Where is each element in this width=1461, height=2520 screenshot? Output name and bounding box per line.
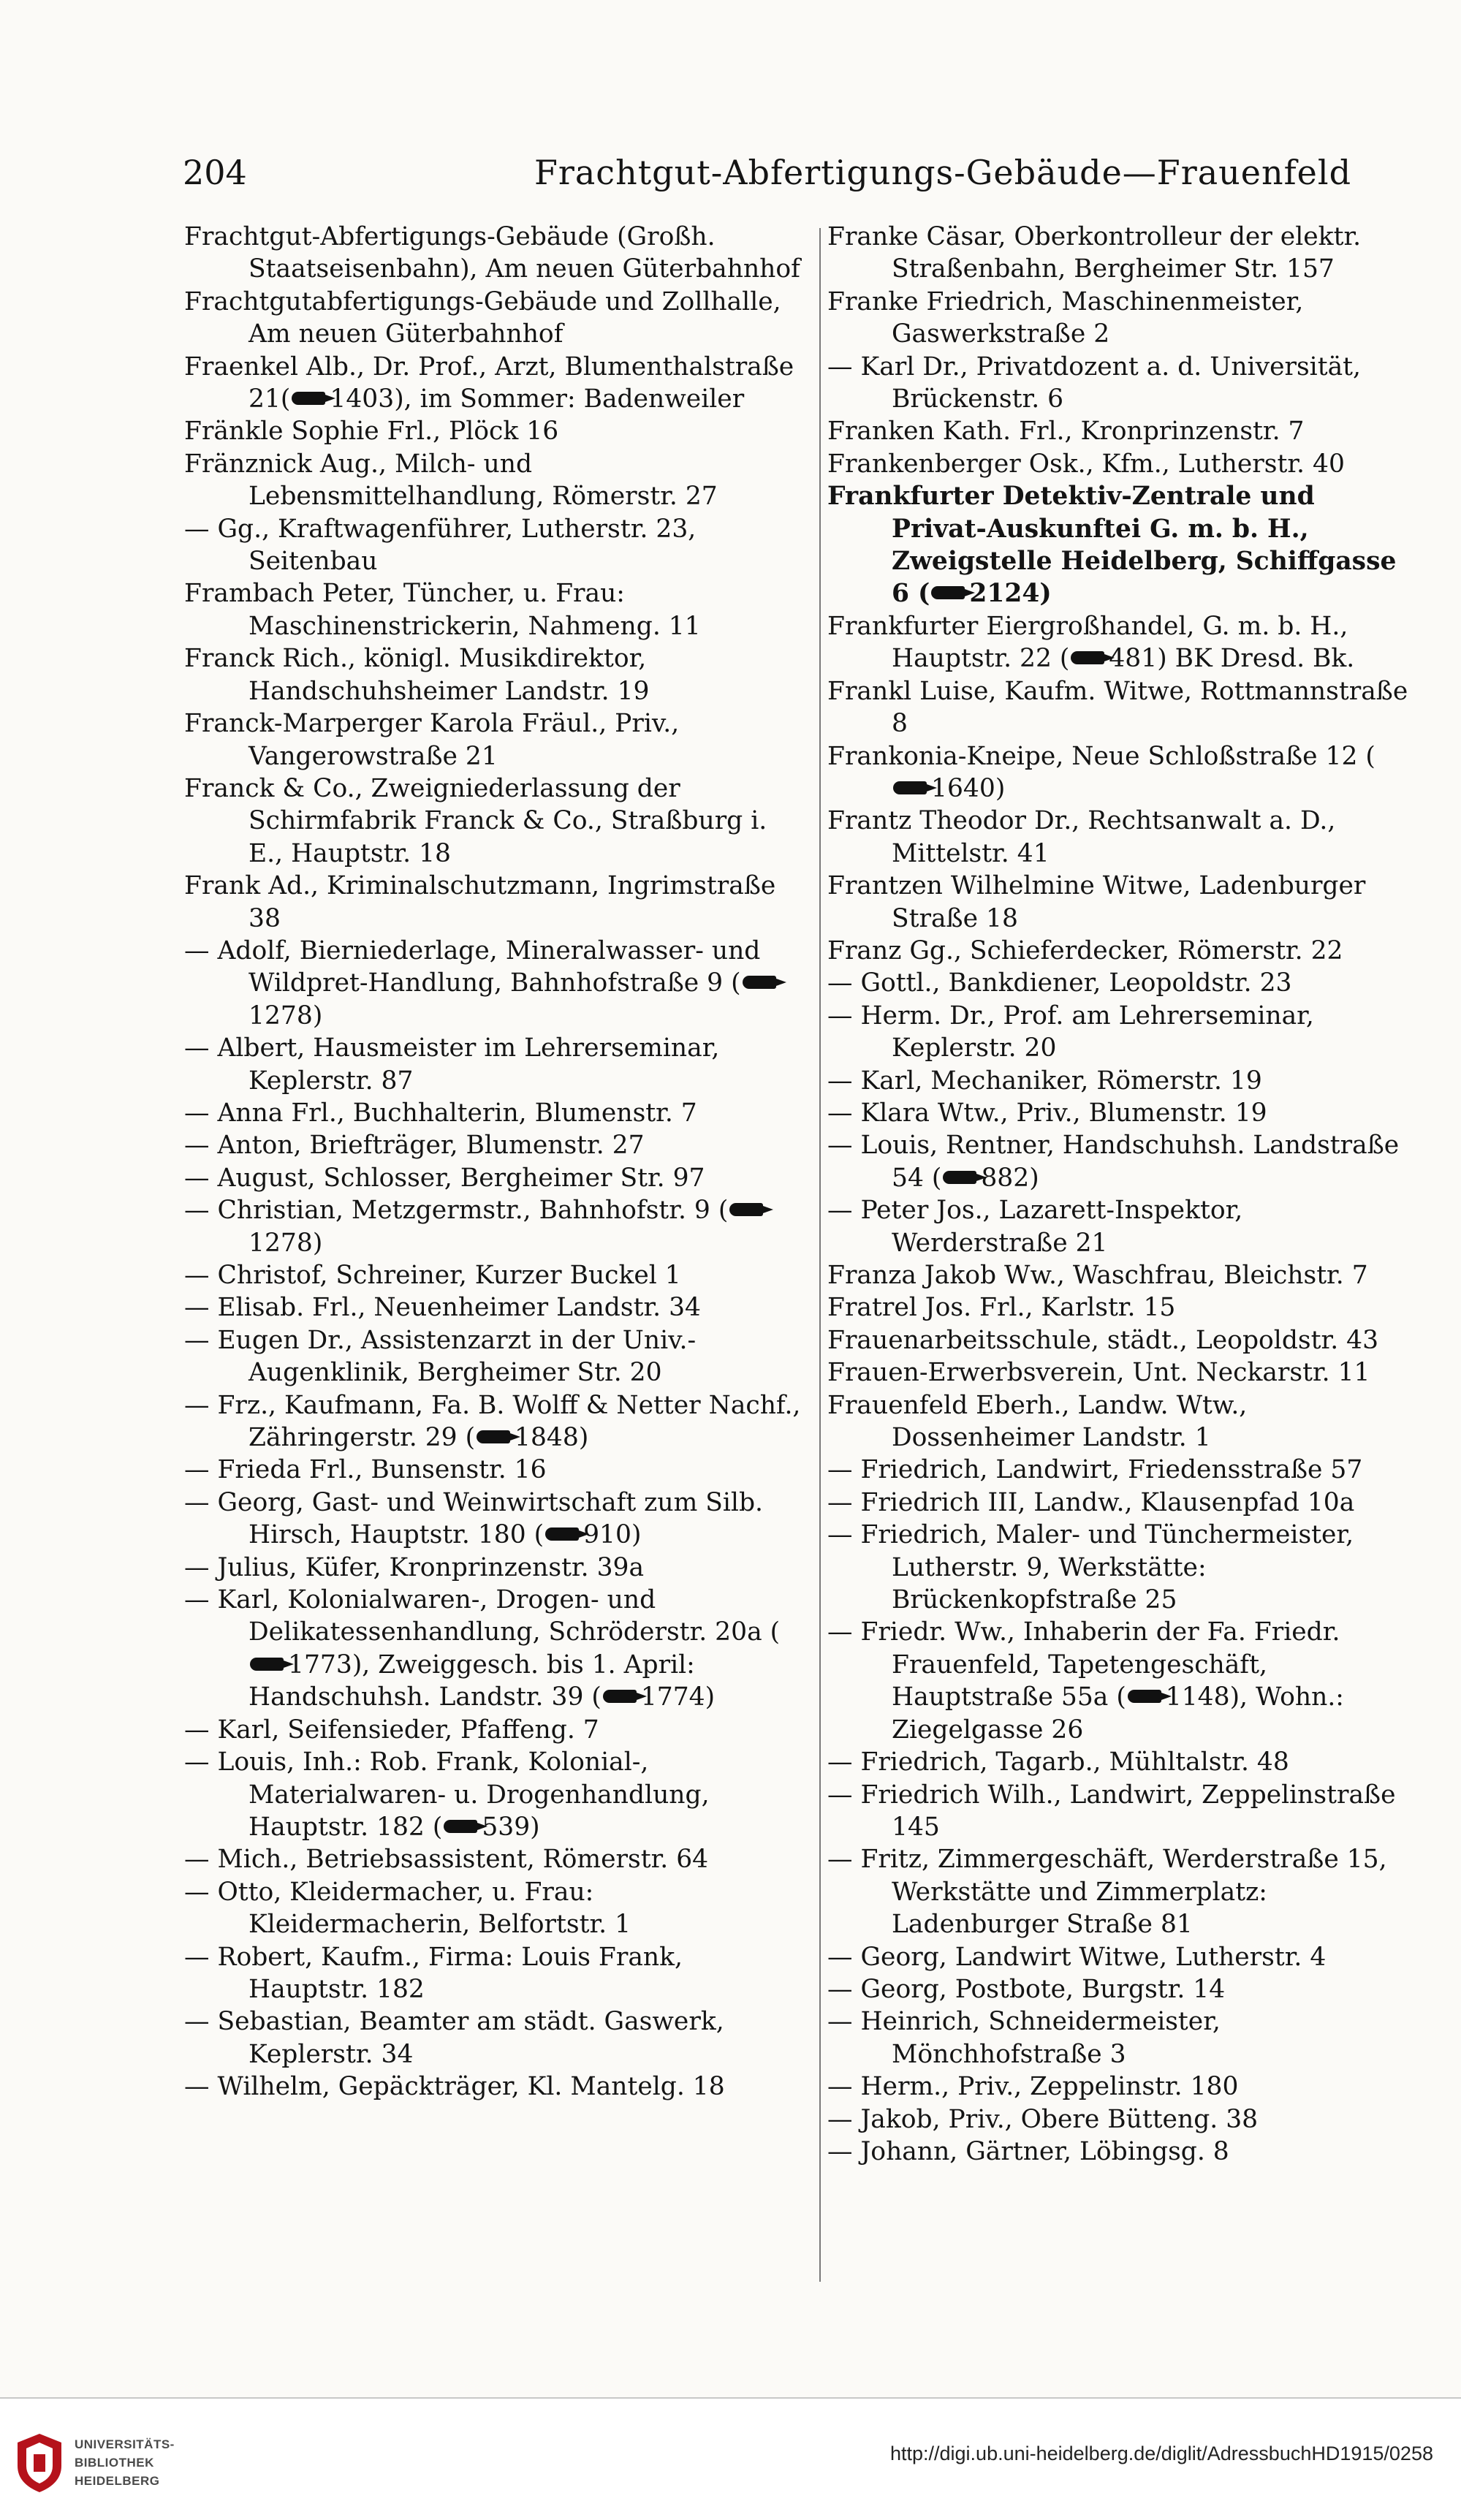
source-url-link[interactable]: http://digi.ub.uni-heidelberg.de/diglit/AdressbuchHD1915/0258	[889, 2443, 1433, 2464]
entry-text: — Wilhelm, Gepäckträger, Kl. Mantelg. 18	[184, 2072, 725, 2102]
entry-text: )	[631, 1520, 642, 1550]
directory-entry	[184, 1162, 809, 1194]
entry-text: — Adolf, Bierniederlage, Mineralwasser- und Wildpret-Handlung, Bahnhofstraße 9 (	[184, 935, 761, 998]
logo-line: UNIVERSITÄTS-	[75, 2437, 175, 2451]
entry-text: — Robert, Kaufm., Firma: Louis Frank, Hauptstr. 182	[184, 1942, 683, 2004]
entry-text: — Anna Frl., Buchhalterin, Blumenstr. 7	[184, 1098, 697, 1128]
entry-text: Frantz Theodor Dr., Rechtsanwalt a. D., Mittelstr. 41	[827, 806, 1336, 868]
telephone-icon	[292, 392, 325, 405]
directory-entry	[827, 1973, 1412, 2005]
directory-entry	[184, 1259, 809, 1291]
page-number: 204	[183, 153, 247, 192]
column-divider	[819, 228, 821, 2282]
entry-text: Franke Friedrich, Maschinenmeister, Gaswerkstraße 2	[827, 286, 1304, 349]
directory-entry	[184, 1714, 809, 1746]
entry-text: Franken Kath. Frl., Kronprinzenstr. 7	[827, 417, 1305, 447]
left-column	[184, 221, 809, 2103]
directory-entry	[184, 642, 809, 707]
directory-entry	[827, 1746, 1412, 1778]
entry-text: Fränznick Aug., Milch- und Lebensmittelhandlung, Römerstr. 27	[184, 449, 718, 512]
entry-text: — Karl, Kolonialwaren-, Drogen- und Delikatessenhandlung, Schröderstr. 20a (	[184, 1585, 781, 1647]
telephone-icon	[250, 1658, 284, 1671]
directory-entry	[184, 448, 809, 513]
directory-entry	[827, 1356, 1412, 1389]
directory-entry	[184, 513, 809, 578]
entry-text: — Johann, Gärtner, Löbingsg. 8	[827, 2136, 1229, 2166]
entry-text: — Otto, Kleidermacher, u. Frau: Kleidermacherin, Belfortstr. 1	[184, 1877, 631, 1940]
phone-number: 539	[482, 1812, 531, 1842]
entry-text: Fratrel Jos. Frl., Karlstr. 15	[827, 1293, 1176, 1323]
telephone-icon	[477, 1430, 510, 1443]
entry-text: Fraenkel Alb., Dr. Prof., Arzt, Blumenthalstraße 21(	[184, 352, 794, 414]
entry-text: — Christof, Schreiner, Kurzer Buckel 1	[184, 1261, 681, 1290]
phone-number: 1773	[288, 1650, 352, 1680]
entry-text: )	[312, 1228, 323, 1258]
directory-entry	[184, 415, 809, 447]
logo-line: BIBLIOTHEK	[75, 2456, 154, 2470]
directory-entry	[827, 935, 1412, 967]
entry-text: Franck & Co., Zweigniederlassung der Schirmfabrik Franck & Co., Straßburg i. E., Hauptstr. 18	[184, 773, 767, 868]
directory-entry	[184, 2071, 809, 2103]
entry-text: — Karl, Mechaniker, Römerstr. 19	[827, 1066, 1262, 1096]
directory-entry	[827, 2071, 1412, 2103]
directory-entry	[827, 1843, 1412, 1940]
entry-text: Frankenberger Osk., Kfm., Lutherstr. 40	[827, 449, 1345, 479]
entry-text: — Heinrich, Schneidermeister, Mönchhofstraße 3	[827, 2007, 1221, 2069]
entry-text: — Georg, Postbote, Burgstr. 14	[827, 1974, 1226, 2004]
entry-text: — Friedrich, Maler- und Tünchermeister, Lutherstr. 9, Werkstätte: Brückenkopfstraße 25	[827, 1520, 1354, 1615]
entry-text: Frankl Luise, Kaufm. Witwe, Rottmannstraße 8	[827, 676, 1408, 739]
entry-text: — Fritz, Zimmergeschäft, Werderstraße 15, Werkstätte und Zimmerplatz: Ladenburger Straße 81	[827, 1845, 1387, 1940]
library-logo-text	[75, 2435, 191, 2490]
entry-text: — Gottl., Bankdiener, Leopoldstr. 23	[827, 968, 1292, 998]
directory-entry	[827, 967, 1412, 999]
running-title: Frachtgut-Abfertigungs-Gebäude—Frauenfeld	[534, 153, 1352, 192]
entry-text: — Georg, Landwirt Witwe, Lutherstr. 4	[827, 1942, 1327, 1972]
directory-entry	[827, 1291, 1412, 1324]
directory-entry	[184, 1876, 809, 1941]
entry-text: ), Wohn.: Ziegelgasse 26	[892, 1682, 1344, 1745]
telephone-icon	[943, 1171, 976, 1184]
directory-entry	[184, 1032, 809, 1097]
entry-text: — Louis, Inh.: Rob. Frank, Kolonial-, Materialwaren- u. Drogenhandlung, Hauptstr. 182 (	[184, 1747, 710, 1842]
entry-text: )	[312, 1001, 323, 1031]
telephone-icon	[729, 1203, 763, 1216]
entry-text: — Jakob, Priv., Obere Bütteng. 38	[827, 2104, 1259, 2134]
entry-text: — Herm. Dr., Prof. am Lehrerseminar, Keplerstr. 20	[827, 1001, 1314, 1063]
directory-entry	[184, 1941, 809, 2006]
telephone-icon	[893, 781, 927, 794]
logo-line: HEIDELBERG	[75, 2474, 160, 2488]
telephone-icon	[603, 1690, 637, 1703]
entry-text: — Peter Jos., Lazarett-Inspektor, Werderstraße 21	[827, 1196, 1243, 1258]
phone-number: 1278	[248, 1228, 313, 1258]
directory-entry	[827, 870, 1412, 935]
directory-entry	[827, 1097, 1412, 1129]
entry-text: )	[578, 1423, 589, 1453]
entry-text: — Klara Wtw., Priv., Blumenstr. 19	[827, 1098, 1267, 1128]
directory-entry	[827, 286, 1412, 351]
entry-text: ), Zweiggesch. bis 1. April: Handschuhsh. Landstr. 39 (	[248, 1650, 695, 1712]
directory-entry	[184, 1552, 809, 1584]
telephone-icon	[931, 586, 965, 599]
entry-text: — Mich., Betriebsassistent, Römerstr. 64	[184, 1845, 709, 1875]
telephone-icon	[545, 1527, 579, 1541]
directory-entry	[184, 1746, 809, 1843]
entry-text: — Karl Dr., Privatdozent a. d. Universität, Brückenstr. 6	[827, 352, 1361, 414]
directory-entry	[827, 1324, 1412, 1356]
entry-text: — Friedrich, Landwirt, Friedensstraße 57	[827, 1455, 1363, 1485]
entry-text: Franz Gg., Schieferdecker, Römerstr. 22	[827, 935, 1343, 965]
directory-entry	[827, 1000, 1412, 1065]
entry-text: Frauenarbeitsschule, städt., Leopoldstr. 43	[827, 1325, 1379, 1355]
entry-text: — Anton, Briefträger, Blumenstr. 27	[184, 1131, 645, 1161]
phone-number: 882	[981, 1163, 1030, 1193]
entry-text: — Albert, Hausmeister im Lehrerseminar, Keplerstr. 87	[184, 1033, 720, 1096]
directory-entry	[827, 1129, 1412, 1194]
directory-entry	[184, 351, 809, 416]
entry-text: — Friedrich Wilh., Landwirt, Zeppelinstraße 145	[827, 1780, 1396, 1842]
entry-text: Frauen-Erwerbsverein, Unt. Neckarstr. 11	[827, 1358, 1370, 1388]
entry-text: — Friedrich, Tagarb., Mühltalstr. 48	[827, 1747, 1289, 1777]
entry-text: Frankonia-Kneipe, Neue Schloßstraße 12 (	[827, 741, 1375, 771]
directory-entry	[827, 1487, 1412, 1519]
directory-entry	[827, 1941, 1412, 1973]
directory-entry	[184, 935, 809, 1032]
entry-text: )	[995, 773, 1006, 803]
phone-number: 1848	[515, 1423, 579, 1453]
entry-text: ), im Sommer: Badenweiler	[394, 384, 745, 414]
directory-entry	[827, 805, 1412, 870]
viewer-footer	[0, 2397, 1461, 2520]
directory-entry	[184, 773, 809, 870]
entry-text: Frank Ad., Kriminalschutzmann, Ingrimstraße 38	[184, 871, 776, 933]
directory-entry	[184, 1129, 809, 1161]
entry-text: Frambach Peter, Tüncher, u. Frau: Maschinenstrickerin, Nahmeng. 11	[184, 579, 701, 641]
library-seal-icon	[15, 2432, 64, 2494]
directory-entry	[184, 707, 809, 773]
directory-entry	[827, 1519, 1412, 1616]
directory-entry	[827, 448, 1412, 480]
phone-number: 2124	[969, 579, 1040, 609]
entry-text: Franke Cäsar, Oberkontrolleur der elektr. Straßenbahn, Bergheimer Str. 157	[827, 222, 1362, 284]
entry-text: — Karl, Seifensieder, Pfaffeng. 7	[184, 1715, 599, 1745]
directory-entry	[184, 577, 809, 642]
directory-entry	[827, 675, 1412, 740]
phone-number: 910	[583, 1520, 631, 1550]
entry-text: — Frz., Kaufmann, Fa. B. Wolff & Netter Nachf., Zähringerstr. 29 (	[184, 1390, 801, 1453]
telephone-icon	[743, 976, 776, 989]
phone-number: 1403	[330, 384, 395, 414]
telephone-icon	[444, 1820, 477, 1833]
entry-text: ) BK Dresd. Bk.	[1157, 644, 1355, 674]
directory-entry	[184, 1097, 809, 1129]
entry-text: Fränkle Sophie Frl., Plöck 16	[184, 417, 559, 447]
directory-entry	[827, 2005, 1412, 2071]
directory-entry	[184, 1194, 809, 1259]
phone-number: 1774	[640, 1682, 705, 1712]
directory-entry	[827, 1065, 1412, 1097]
directory-entry	[184, 1454, 809, 1486]
directory-entry	[827, 610, 1412, 675]
entry-text: Franck-Marperger Karola Fräul., Priv., Vangerowstraße 21	[184, 709, 680, 771]
entry-text: Frankfurter Detektiv-Zentrale und Privat-Auskunftei G. m. b. H., Zweigstelle Heidelberg, Schiffgasse 6 (	[827, 482, 1397, 609]
entry-text: — Eugen Dr., Assistenzarzt in der Univ.-Augenklinik, Bergheimer Str. 20	[184, 1325, 697, 1388]
entry-text: — Louis, Rentner, Handschuhsh. Landstraße 54 (	[827, 1131, 1400, 1193]
directory-entry	[184, 1291, 809, 1324]
running-head	[183, 146, 1425, 197]
directory-entry	[827, 2136, 1412, 2168]
directory-entry	[827, 1454, 1412, 1486]
entry-text: — Gg., Kraftwagenführer, Lutherstr. 23, Seitenbau	[184, 514, 697, 577]
directory-entry	[184, 1324, 809, 1389]
phone-number: 1278	[248, 1001, 313, 1031]
telephone-icon	[1071, 651, 1104, 664]
telephone-icon	[1128, 1690, 1161, 1703]
entry-text: Franck Rich., königl. Musikdirektor, Handschuhsheimer Landstr. 19	[184, 644, 650, 706]
directory-entry	[827, 1259, 1412, 1291]
entry-text: )	[1039, 579, 1052, 609]
phone-number: 1148	[1165, 1682, 1230, 1712]
entry-text: — Julius, Küfer, Kronprinzenstr. 39a	[184, 1552, 645, 1582]
entry-text: Frantzen Wilhelmine Witwe, Ladenburger Straße 18	[827, 871, 1366, 933]
entry-text: Frauenfeld Eberh., Landw. Wtw., Dossenheimer Landstr. 1	[827, 1390, 1248, 1453]
directory-entry	[827, 221, 1412, 286]
entry-text: — Frieda Frl., Bunsenstr. 16	[184, 1455, 547, 1485]
directory-entry	[827, 2103, 1412, 2136]
entry-text: Frachtgutabfertigungs-Gebäude und Zollhalle, Am neuen Güterbahnhof	[184, 286, 781, 349]
directory-entry	[184, 870, 809, 935]
library-logo[interactable]	[15, 2432, 183, 2498]
entry-text: — Christian, Metzgermstr., Bahnhofstr. 9 (	[184, 1196, 729, 1226]
entry-text: Frankfurter Eiergroßhandel, G. m. b. H., Hauptstr. 22 (	[827, 611, 1348, 674]
directory-entry	[184, 1584, 809, 1714]
entry-text: )	[705, 1682, 716, 1712]
directory-entry	[827, 740, 1412, 805]
directory-entry	[184, 221, 809, 286]
directory-entry	[827, 480, 1412, 610]
entry-text: — Friedr. Ww., Inhaberin der Fa. Friedr. Frauenfeld, Tapetengeschäft, Hauptstraße 55a (	[827, 1617, 1340, 1712]
phone-number: 481	[1109, 644, 1158, 674]
directory-entry	[827, 1616, 1412, 1746]
entry-text: — Friedrich III, Landw., Klausenpfad 10a	[827, 1487, 1355, 1517]
entry-text: — Georg, Gast- und Weinwirtschaft zum Silb. Hirsch, Hauptstr. 180 (	[184, 1487, 764, 1550]
directory-entry	[184, 1487, 809, 1552]
directory-entry	[184, 2005, 809, 2071]
directory-entry	[184, 1389, 809, 1454]
entry-text: — August, Schlosser, Bergheimer Str. 97	[184, 1163, 705, 1193]
entry-text: — Sebastian, Beamter am städt. Gaswerk, Keplerstr. 34	[184, 2007, 724, 2069]
directory-entry	[827, 1779, 1412, 1844]
directory-entry	[184, 1843, 809, 1875]
directory-entry	[827, 351, 1412, 416]
entry-text: Franza Jakob Ww., Waschfrau, Bleichstr. 7	[827, 1261, 1368, 1290]
entry-text: )	[530, 1812, 540, 1842]
entry-text: )	[1029, 1163, 1039, 1193]
directory-entry	[827, 1194, 1412, 1259]
phone-number: 1640	[931, 773, 995, 803]
footer-divider	[0, 2397, 1461, 2399]
directory-entry	[827, 1389, 1412, 1454]
directory-entry	[184, 286, 809, 351]
entry-text: — Herm., Priv., Zeppelinstr. 180	[827, 2072, 1239, 2102]
directory-entry	[827, 415, 1412, 447]
entry-text: Frachtgut-Abfertigungs-Gebäude (Großh. Staatseisenbahn), Am neuen Güterbahnhof	[184, 222, 800, 284]
right-column	[827, 221, 1412, 2168]
entry-text: — Elisab. Frl., Neuenheimer Landstr. 34	[184, 1293, 701, 1323]
